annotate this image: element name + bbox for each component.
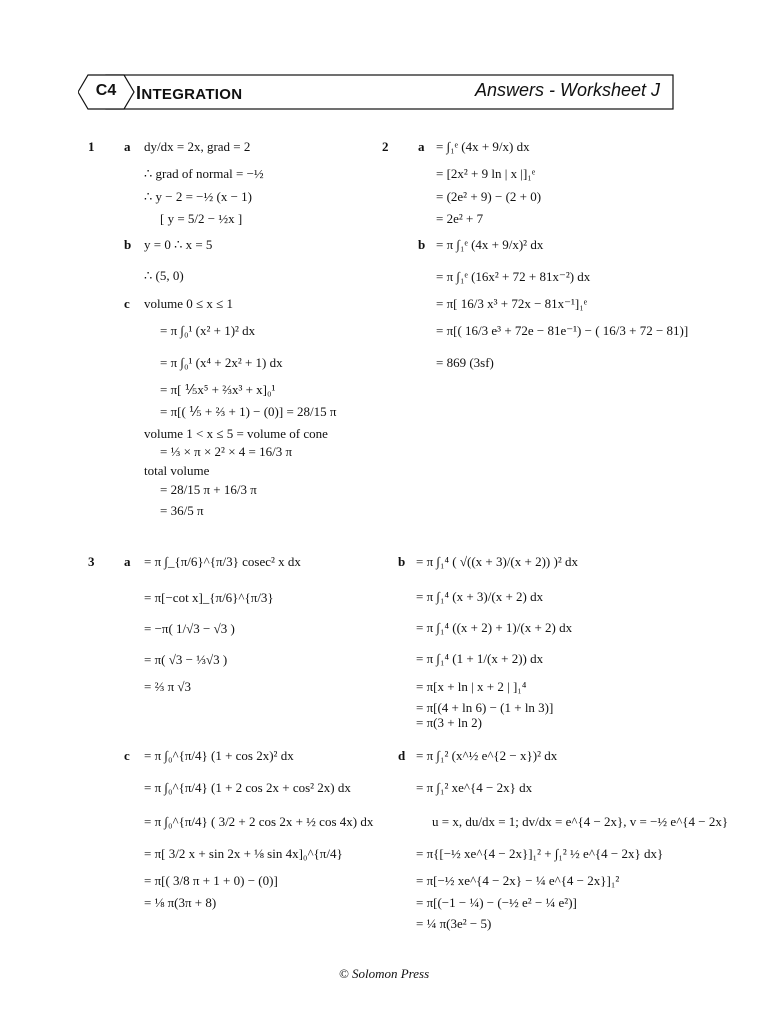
answer-line: dy/dx = 2x, grad = 2 [144,139,251,154]
answer-line: = ⅓ × π × 2² × 4 = 16/3 π [160,444,293,459]
part-label: a [418,139,425,154]
chapter-title-rest: NTEGRATION [141,86,243,103]
part-label: c [124,296,130,311]
answer-line: = 28/15 π + 16/3 π [160,482,257,497]
answer-line: = (2e² + 9) − (2 + 0) [436,189,542,204]
part-label: a [124,139,131,154]
answer-line: = π(3 + ln 2) [416,715,482,730]
answer-line: = π[x + ln | x + 2 | ]₁⁴ [416,679,527,694]
chapter-title-initial: I [136,83,142,103]
answer-line: = ∫₁ᵉ (4x + 9/x) dx [436,139,530,154]
answer-line: ∴ grad of normal = −½ [144,166,264,181]
answer-line: ∴ (5, 0) [144,268,184,283]
chapter-title [136,83,242,104]
answer-line: = π[(4 + ln 6) − (1 + ln 3)] [416,700,554,715]
answer-line: = π[( ⅕ + ⅔ + 1) − (0)] = 28/15 π [160,404,337,419]
answer-line: = π[−½ xe^{4 − 2x} − ¼ e^{4 − 2x}]₁² [416,873,620,888]
page-header [78,74,674,110]
answer-line: = 36/5 π [160,503,204,518]
answer-line: = π[( 16/3 e³ + 72e − 81e⁻¹) − ( 16/3 + 72 − 81)] [436,323,689,338]
answer-line: = π ∫₀^{π/4} (1 + 2 cos 2x + cos² 2x) dx [144,780,351,795]
answer-line: = ¼ π(3e² − 5) [416,916,492,931]
question-number: 1 [88,139,95,154]
answer-line: y = 0 ∴ x = 5 [144,237,213,252]
answer-line: = π{[−½ xe^{4 − 2x}]₁² + ∫₁² ½ e^{4 − 2x} dx} [416,846,664,861]
answer-line: volume 1 < x ≤ 5 = volume of cone [144,426,328,441]
answer-line: = π ∫₁ᵉ (4x + 9/x)² dx [436,237,544,252]
answer-line: = π[( 3/8 π + 1 + 0) − (0)] [144,873,278,888]
answer-line: = π ∫₁⁴ (x + 3)/(x + 2) dx [416,589,544,604]
answer-line: = π ∫_{π/6}^{π/3} cosec² x dx [144,554,301,569]
footer-copyright: © Solomon Press [338,966,430,981]
answer-line: = π[ 3/2 x + sin 2x + ⅛ sin 4x]₀^{π/4} [144,846,343,861]
part-label: b [398,554,406,569]
answer-line: = π ∫₁² xe^{4 − 2x} dx [416,780,533,795]
chapter-code: C4 [95,82,117,99]
question-number: 2 [382,139,389,154]
answer-line: = 2e² + 7 [436,211,484,226]
part-label: b [124,237,132,252]
answer-line: = π ∫₀^{π/4} (1 + cos 2x)² dx [144,748,294,763]
answer-line: = π ∫₀¹ (x⁴ + 2x² + 1) dx [160,355,283,370]
answer-line: total volume [144,463,210,478]
answer-line: = π ∫₁⁴ (1 + 1/(x + 2)) dx [416,651,544,666]
answer-line: [ y = 5/2 − ½x ] [160,211,243,226]
part-label: c [124,748,130,763]
answer-line: = π ∫₁² (x^½ e^{2 − x})² dx [416,748,558,763]
answer-line: = [2x² + 9 ln | x |]₁ᵉ [436,166,536,181]
part-label: d [398,748,406,763]
answer-line: volume 0 ≤ x ≤ 1 [144,296,234,311]
answer-line: = π( √3 − ⅓√3 ) [144,652,228,667]
answer-line: = π ∫₀^{π/4} ( 3/2 + 2 cos 2x + ½ cos 4x) dx [144,814,374,829]
answer-line: = π ∫₀¹ (x² + 1)² dx [160,323,256,338]
answer-line: = π[ 16/3 x³ + 72x − 81x⁻¹]₁ᵉ [436,296,588,311]
answer-line: u = x, du/dx = 1; dv/dx = e^{4 − 2x}, v = −½ e^{4 − 2x} [432,814,729,829]
part-label: b [418,237,426,252]
answer-line: = π ∫₁⁴ ( √((x + 3)/(x + 2)) )² dx [416,554,578,569]
part-label: a [124,554,131,569]
question-number: 3 [88,554,95,569]
answer-line: = ⅔ π √3 [144,679,192,694]
answer-line: = π ∫₁⁴ ((x + 2) + 1)/(x + 2) dx [416,620,573,635]
answer-line: = π ∫₁ᵉ (16x² + 72 + 81x⁻²) dx [436,269,591,284]
answer-line: = −π( 1/√3 − √3 ) [144,621,235,636]
worksheet-title: Answers - Worksheet J [474,80,660,100]
answer-line: = ⅛ π(3π + 8) [144,895,217,910]
answer-line: = π[(−1 − ¼) − (−½ e² − ¼ e²)] [416,895,577,910]
answer-line: = π[ ⅕x⁵ + ⅔x³ + x]₀¹ [160,382,276,397]
answer-line: = π[−cot x]_{π/6}^{π/3} [144,590,274,605]
answer-line: ∴ y − 2 = −½ (x − 1) [144,189,253,204]
answer-line: = 869 (3sf) [436,355,494,370]
